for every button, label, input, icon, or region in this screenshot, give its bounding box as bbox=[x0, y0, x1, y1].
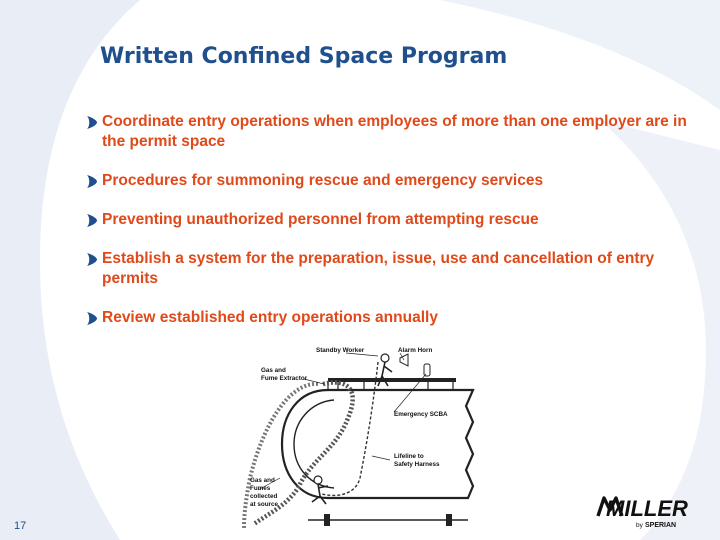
bullet-text: Establish a system for the preparation, issue, use and cancellation of entry permits bbox=[102, 250, 655, 287]
bullet-list bbox=[84, 112, 704, 347]
bullet-text: Preventing unauthorized personnel from attempting rescue bbox=[102, 211, 539, 228]
label-gas-extractor-line2: Fume Extractor bbox=[261, 375, 308, 382]
bullet-marker-icon bbox=[86, 214, 97, 227]
miller-logo bbox=[596, 494, 700, 530]
bullet-marker-icon bbox=[86, 175, 97, 188]
logo-brand: SPERIAN bbox=[645, 522, 677, 529]
label-gas-collected-line3: collected bbox=[250, 493, 278, 500]
logo-by: by bbox=[636, 522, 643, 529]
label-alarm-horn: Alarm Horn bbox=[398, 347, 433, 354]
bullet-item bbox=[84, 112, 704, 152]
bullet-item bbox=[84, 249, 704, 289]
label-gas-collected-line4: at source bbox=[250, 501, 278, 508]
slide-number: 17 bbox=[14, 520, 27, 532]
bullet-marker-icon bbox=[86, 116, 97, 129]
bullet-item bbox=[84, 308, 704, 328]
bullet-text: Review established entry operations annually bbox=[102, 309, 438, 326]
scba-tank bbox=[424, 364, 430, 376]
label-emergency-scba: Emergency SCBA bbox=[394, 411, 448, 418]
label-gas-collected-line2: Fumes bbox=[250, 485, 271, 492]
tank-illustration bbox=[282, 378, 473, 526]
label-lifeline-line2: Safety Harness bbox=[394, 461, 440, 468]
bullet-marker-icon bbox=[86, 253, 97, 266]
label-gas-extractor-line1: Gas and bbox=[261, 367, 286, 374]
logo-wordmark: MILLER bbox=[606, 496, 688, 521]
label-gas-collected-line1: Gas and bbox=[250, 477, 275, 484]
label-standby-worker: Standby Worker bbox=[316, 347, 365, 354]
bullet-marker-icon bbox=[86, 312, 97, 325]
slide-title: Written Confined Space Program bbox=[100, 44, 508, 69]
bullet-text: Coordinate entry operations when employees of more than one employer are in the permit space bbox=[102, 113, 687, 150]
bullet-item bbox=[84, 210, 704, 230]
confined-space-diagram bbox=[228, 338, 480, 530]
bullet-text: Procedures for summoning rescue and emergency services bbox=[102, 172, 544, 189]
label-lifeline-line1: Lifeline to bbox=[394, 453, 424, 460]
bullet-item bbox=[84, 171, 704, 191]
